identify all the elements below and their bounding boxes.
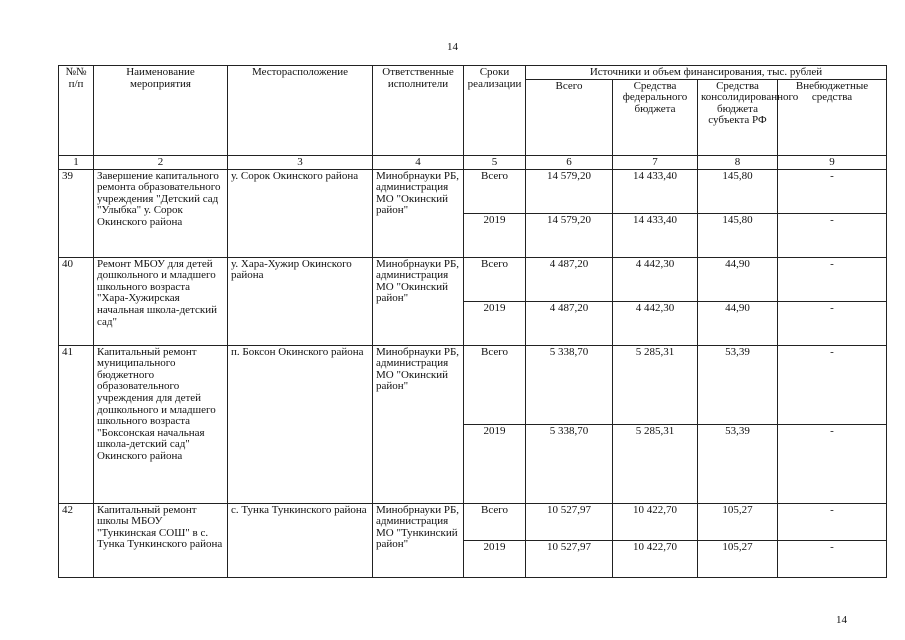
row-extra: - — [778, 213, 887, 257]
row-federal: 14 433,40 — [613, 169, 698, 213]
row-location: у. Сорок Окинского района — [228, 169, 373, 257]
column-number: 9 — [778, 155, 887, 169]
row-regional: 53,39 — [698, 345, 778, 424]
header-row-1 — [59, 66, 887, 80]
row-extra: - — [778, 540, 887, 577]
row-responsible: Минобрнауки РБ, администрация МО "Тункинский район" — [373, 503, 464, 577]
row-regional: 105,27 — [698, 540, 778, 577]
row-federal: 10 422,70 — [613, 540, 698, 577]
row-period: Всего — [464, 345, 526, 424]
row-regional: 145,80 — [698, 213, 778, 257]
row-period: Всего — [464, 503, 526, 540]
row-responsible: Минобрнауки РБ, администрация МО "Окинский район" — [373, 345, 464, 503]
row-regional: 53,39 — [698, 424, 778, 503]
header-extrabudget: Внебюджетные средства — [778, 79, 887, 155]
row-period: 2019 — [464, 424, 526, 503]
row-total: 10 527,97 — [526, 540, 613, 577]
row-period: Всего — [464, 257, 526, 301]
page-number-top: 14 — [447, 41, 458, 53]
row-responsible: Минобрнауки РБ, администрация МО "Окинский район" — [373, 169, 464, 257]
row-total: 10 527,97 — [526, 503, 613, 540]
row-num: 40 — [59, 257, 94, 345]
header-sources: Источники и объем финансирования, тыс. рублей — [526, 66, 887, 80]
row-total: 4 487,20 — [526, 301, 613, 345]
row-location: у. Хара-Хужир Окинского района — [228, 257, 373, 345]
table-row — [59, 257, 887, 301]
row-extra: - — [778, 257, 887, 301]
row-responsible: Минобрнауки РБ, администрация МО "Окинский район" — [373, 257, 464, 345]
column-number: 4 — [373, 155, 464, 169]
row-total: 5 338,70 — [526, 345, 613, 424]
row-num: 39 — [59, 169, 94, 257]
row-regional: 105,27 — [698, 503, 778, 540]
column-number: 8 — [698, 155, 778, 169]
row-total: 5 338,70 — [526, 424, 613, 503]
row-period: 2019 — [464, 301, 526, 345]
row-total: 4 487,20 — [526, 257, 613, 301]
row-num: 41 — [59, 345, 94, 503]
column-number-row — [59, 155, 887, 169]
row-extra: - — [778, 169, 887, 213]
financing-table — [58, 65, 887, 578]
header-terms: Сроки реализации — [464, 66, 526, 156]
row-federal: 10 422,70 — [613, 503, 698, 540]
column-number: 1 — [59, 155, 94, 169]
header-regional: Средства консолидированного бюджета субъекта РФ — [698, 79, 778, 155]
row-num: 42 — [59, 503, 94, 577]
row-extra: - — [778, 345, 887, 424]
row-period: 2019 — [464, 213, 526, 257]
table-row — [59, 345, 887, 424]
header-location: Месторасположение — [228, 66, 373, 156]
row-period: Всего — [464, 169, 526, 213]
row-extra: - — [778, 424, 887, 503]
column-number: 5 — [464, 155, 526, 169]
row-federal: 14 433,40 — [613, 213, 698, 257]
column-number: 2 — [94, 155, 228, 169]
column-number: 6 — [526, 155, 613, 169]
row-extra: - — [778, 301, 887, 345]
table-row — [59, 169, 887, 213]
header-num: №№ п/п — [59, 66, 94, 156]
row-federal: 5 285,31 — [613, 424, 698, 503]
row-location: с. Тунка Тункинского района — [228, 503, 373, 577]
header-federal: Средства федерального бюджета — [613, 79, 698, 155]
row-federal: 4 442,30 — [613, 301, 698, 345]
header-total: Всего — [526, 79, 613, 155]
row-extra: - — [778, 503, 887, 540]
table-row — [59, 503, 887, 540]
row-regional: 44,90 — [698, 257, 778, 301]
row-name: Капитальный ремонт школы МБОУ "Тункинская СОШ" в с. Тунка Тункинского района — [94, 503, 228, 577]
row-name: Капитальный ремонт муниципального бюджетного образовательного учреждения для детей дошкольного и младшего школьного возраста "Боксонская начальная школа-детский сад" Окинского района — [94, 345, 228, 503]
row-total: 14 579,20 — [526, 169, 613, 213]
row-regional: 44,90 — [698, 301, 778, 345]
row-federal: 5 285,31 — [613, 345, 698, 424]
row-regional: 145,80 — [698, 169, 778, 213]
column-number: 7 — [613, 155, 698, 169]
row-period: 2019 — [464, 540, 526, 577]
row-federal: 4 442,30 — [613, 257, 698, 301]
row-name: Ремонт МБОУ для детей дошкольного и младшего школьного возраста "Хара-Хужирская начальная школа-детский сад" — [94, 257, 228, 345]
row-total: 14 579,20 — [526, 213, 613, 257]
column-number: 3 — [228, 155, 373, 169]
page-number-bottom: 14 — [836, 614, 847, 626]
header-responsible: Ответственные исполнители — [373, 66, 464, 156]
header-name: Наименование мероприятия — [94, 66, 228, 156]
row-location: п. Боксон Окинского района — [228, 345, 373, 503]
row-name: Завершение капитального ремонта образовательного учреждения "Детский сад "Улыбка" у. Сорок Окинского района — [94, 169, 228, 257]
